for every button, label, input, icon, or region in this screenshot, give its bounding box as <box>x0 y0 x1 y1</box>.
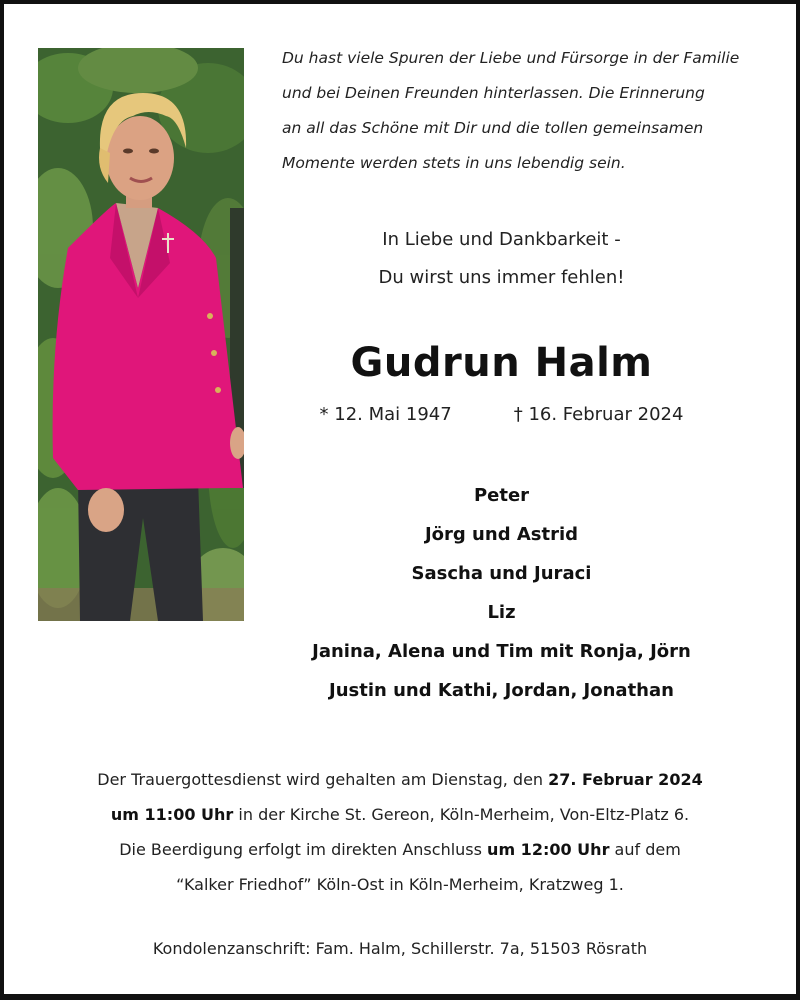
poem-line: Momente werden stets in uns lebendig sein. <box>282 154 626 172</box>
mourner-line: Janina, Alena und Tim mit Ronja, Jörn <box>312 641 691 662</box>
deceased-name: Gudrun Halm <box>350 340 653 386</box>
service-details <box>4 767 796 907</box>
poem-line: an all das Schöne mit Dir und die tollen gemeinsamen <box>282 119 704 137</box>
portrait-photo <box>38 48 244 621</box>
service-time: um 11:00 Uhr <box>110 805 234 824</box>
service-line-3 <box>4 837 796 872</box>
dedication-line: Du wirst uns immer fehlen! <box>378 267 625 288</box>
mourner-line: Sascha und Juraci <box>411 563 592 584</box>
birth-date: * 12. Mai 1947 <box>319 404 452 425</box>
service-text: Der Trauergottesdienst wird gehalten am Dienstag, den <box>97 770 549 789</box>
burial-text-end: auf dem <box>609 840 681 859</box>
poem-line: Du hast viele Spuren der Liebe und Fürsorge in der Familie <box>282 49 740 67</box>
dedication-line: In Liebe und Dankbarkeit - <box>382 229 621 250</box>
dedication <box>254 224 749 300</box>
service-date: 27. Februar 2024 <box>548 770 703 789</box>
mourners-list <box>254 481 749 715</box>
poem-line: und bei Deinen Freunden hinterlassen. Die Erinnerung <box>282 84 705 102</box>
condolence-address: Kondolenzanschrift: Fam. Halm, Schillerstr. 7a, 51503 Rösrath <box>152 939 648 958</box>
mourner-line: Peter <box>473 485 530 506</box>
memorial-poem <box>282 46 762 186</box>
death-date: † 16. Februar 2024 <box>513 404 684 425</box>
service-line-2 <box>4 802 796 837</box>
mourner-line: Liz <box>487 602 516 623</box>
mourner-line: Jörg und Astrid <box>424 524 579 545</box>
service-line-1 <box>4 767 796 802</box>
mourner-line: Justin und Kathi, Jordan, Jonathan <box>329 680 674 701</box>
service-line-4: “Kalker Friedhof” Köln-Ost in Köln-Merheim, Kratzweg 1. <box>176 875 624 894</box>
burial-time: um 12:00 Uhr <box>487 840 610 859</box>
burial-text: Die Beerdigung erfolgt im direkten Anschluss <box>119 840 488 859</box>
service-location: in der Kirche St. Gereon, Köln-Merheim, Von-Eltz-Platz 6. <box>233 805 690 824</box>
life-dates <box>254 404 749 425</box>
